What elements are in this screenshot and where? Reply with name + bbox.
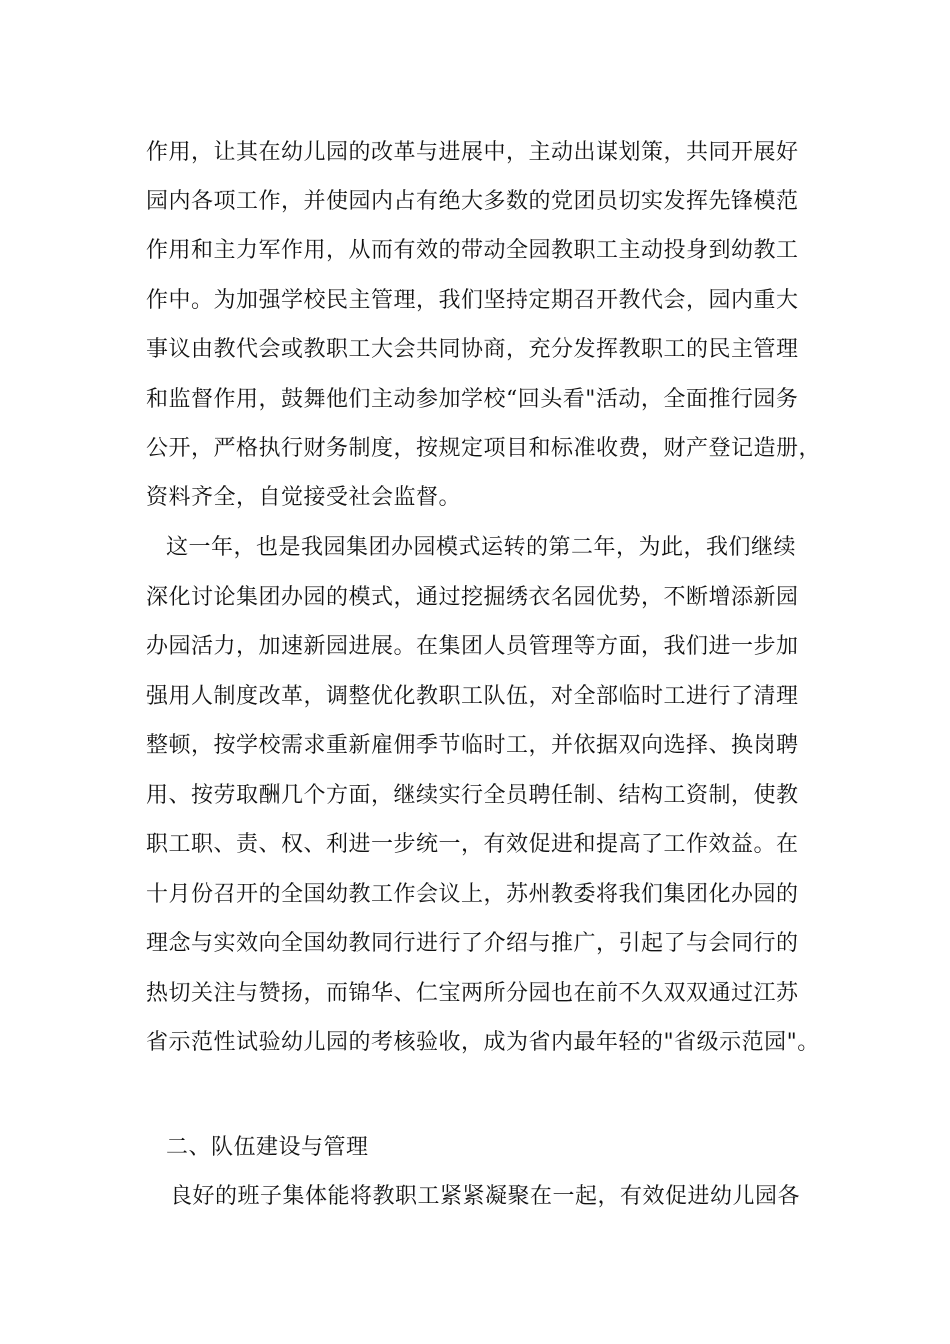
paragraph2-line-9: 理念与实效向全国幼教同行进行了介绍与推广，引起了与会同行的: [146, 931, 799, 956]
paragraph2-line-11: 省示范性试验幼儿园的考核验收，成为省内最年轻的"省级示范园"。: [146, 1030, 820, 1055]
paragraph2-line-3: 办园活力，加速新园进展。在集团人员管理等方面，我们进一步加: [146, 634, 799, 659]
paragraph2-line-7: 职工职、责、权、利进一步统一，有效促进和提高了工作效益。在: [146, 832, 799, 857]
paragraph3-line-1: 良好的班子集体能将教职工紧紧凝聚在一起，有效促进幼儿园各: [170, 1184, 801, 1209]
paragraph1-line-4: 作中。为加强学校民主管理，我们坚持定期召开教代会，园内重大: [146, 288, 799, 313]
paragraph2-line-4: 强用人制度改革，调整优化教职工队伍，对全部临时工进行了清理: [146, 684, 799, 709]
paragraph2-line-2: 深化讨论集团办园的模式，通过挖掘绣衣名园优势，不断增添新园: [146, 585, 799, 610]
paragraph1-line-3: 作用和主力军作用，从而有效的带动全园教职工主动投身到幼教工: [146, 238, 799, 263]
paragraph1-line-5: 事议由教代会或教职工大会共同协商，充分发挥教职工的民主管理: [146, 337, 799, 362]
paragraph2-line-10: 热切关注与赞扬，而锦华、仁宝两所分园也在前不久双双通过江苏: [146, 981, 799, 1006]
paragraph1-line-2: 园内各项工作，并使园内占有绝大多数的党团员切实发挥先锋模范: [146, 189, 799, 214]
paragraph2-line-6: 用、按劳取酬几个方面，继续实行全员聘任制、结构工资制，使教: [146, 783, 799, 808]
paragraph1-line-1: 作用，让其在幼儿园的改革与进展中，主动出谋划策，共同开展好: [146, 140, 799, 165]
paragraph2-line-5: 整顿，按学校需求重新雇佣季节临时工，并依据双向选择、换岗聘: [146, 733, 799, 758]
paragraph1-line-6: 和监督作用，鼓舞他们主动参加学校“回头看"活动，全面推行园务: [146, 387, 799, 412]
paragraph1-line-7: 公开，严格执行财务制度，按规定项目和标准收费，财产登记造册，: [146, 436, 822, 461]
section-heading: 二、队伍建设与管理: [166, 1135, 369, 1160]
paragraph1-line-8: 资料齐全，自觉接受社会监督。: [146, 485, 462, 510]
paragraph2-line-1: 这一年，也是我园集团办园模式运转的第二年，为此，我们继续: [166, 535, 797, 560]
paragraph2-line-8: 十月份召开的全国幼教工作会议上，苏州教委将我们集团化办园的: [146, 882, 799, 907]
